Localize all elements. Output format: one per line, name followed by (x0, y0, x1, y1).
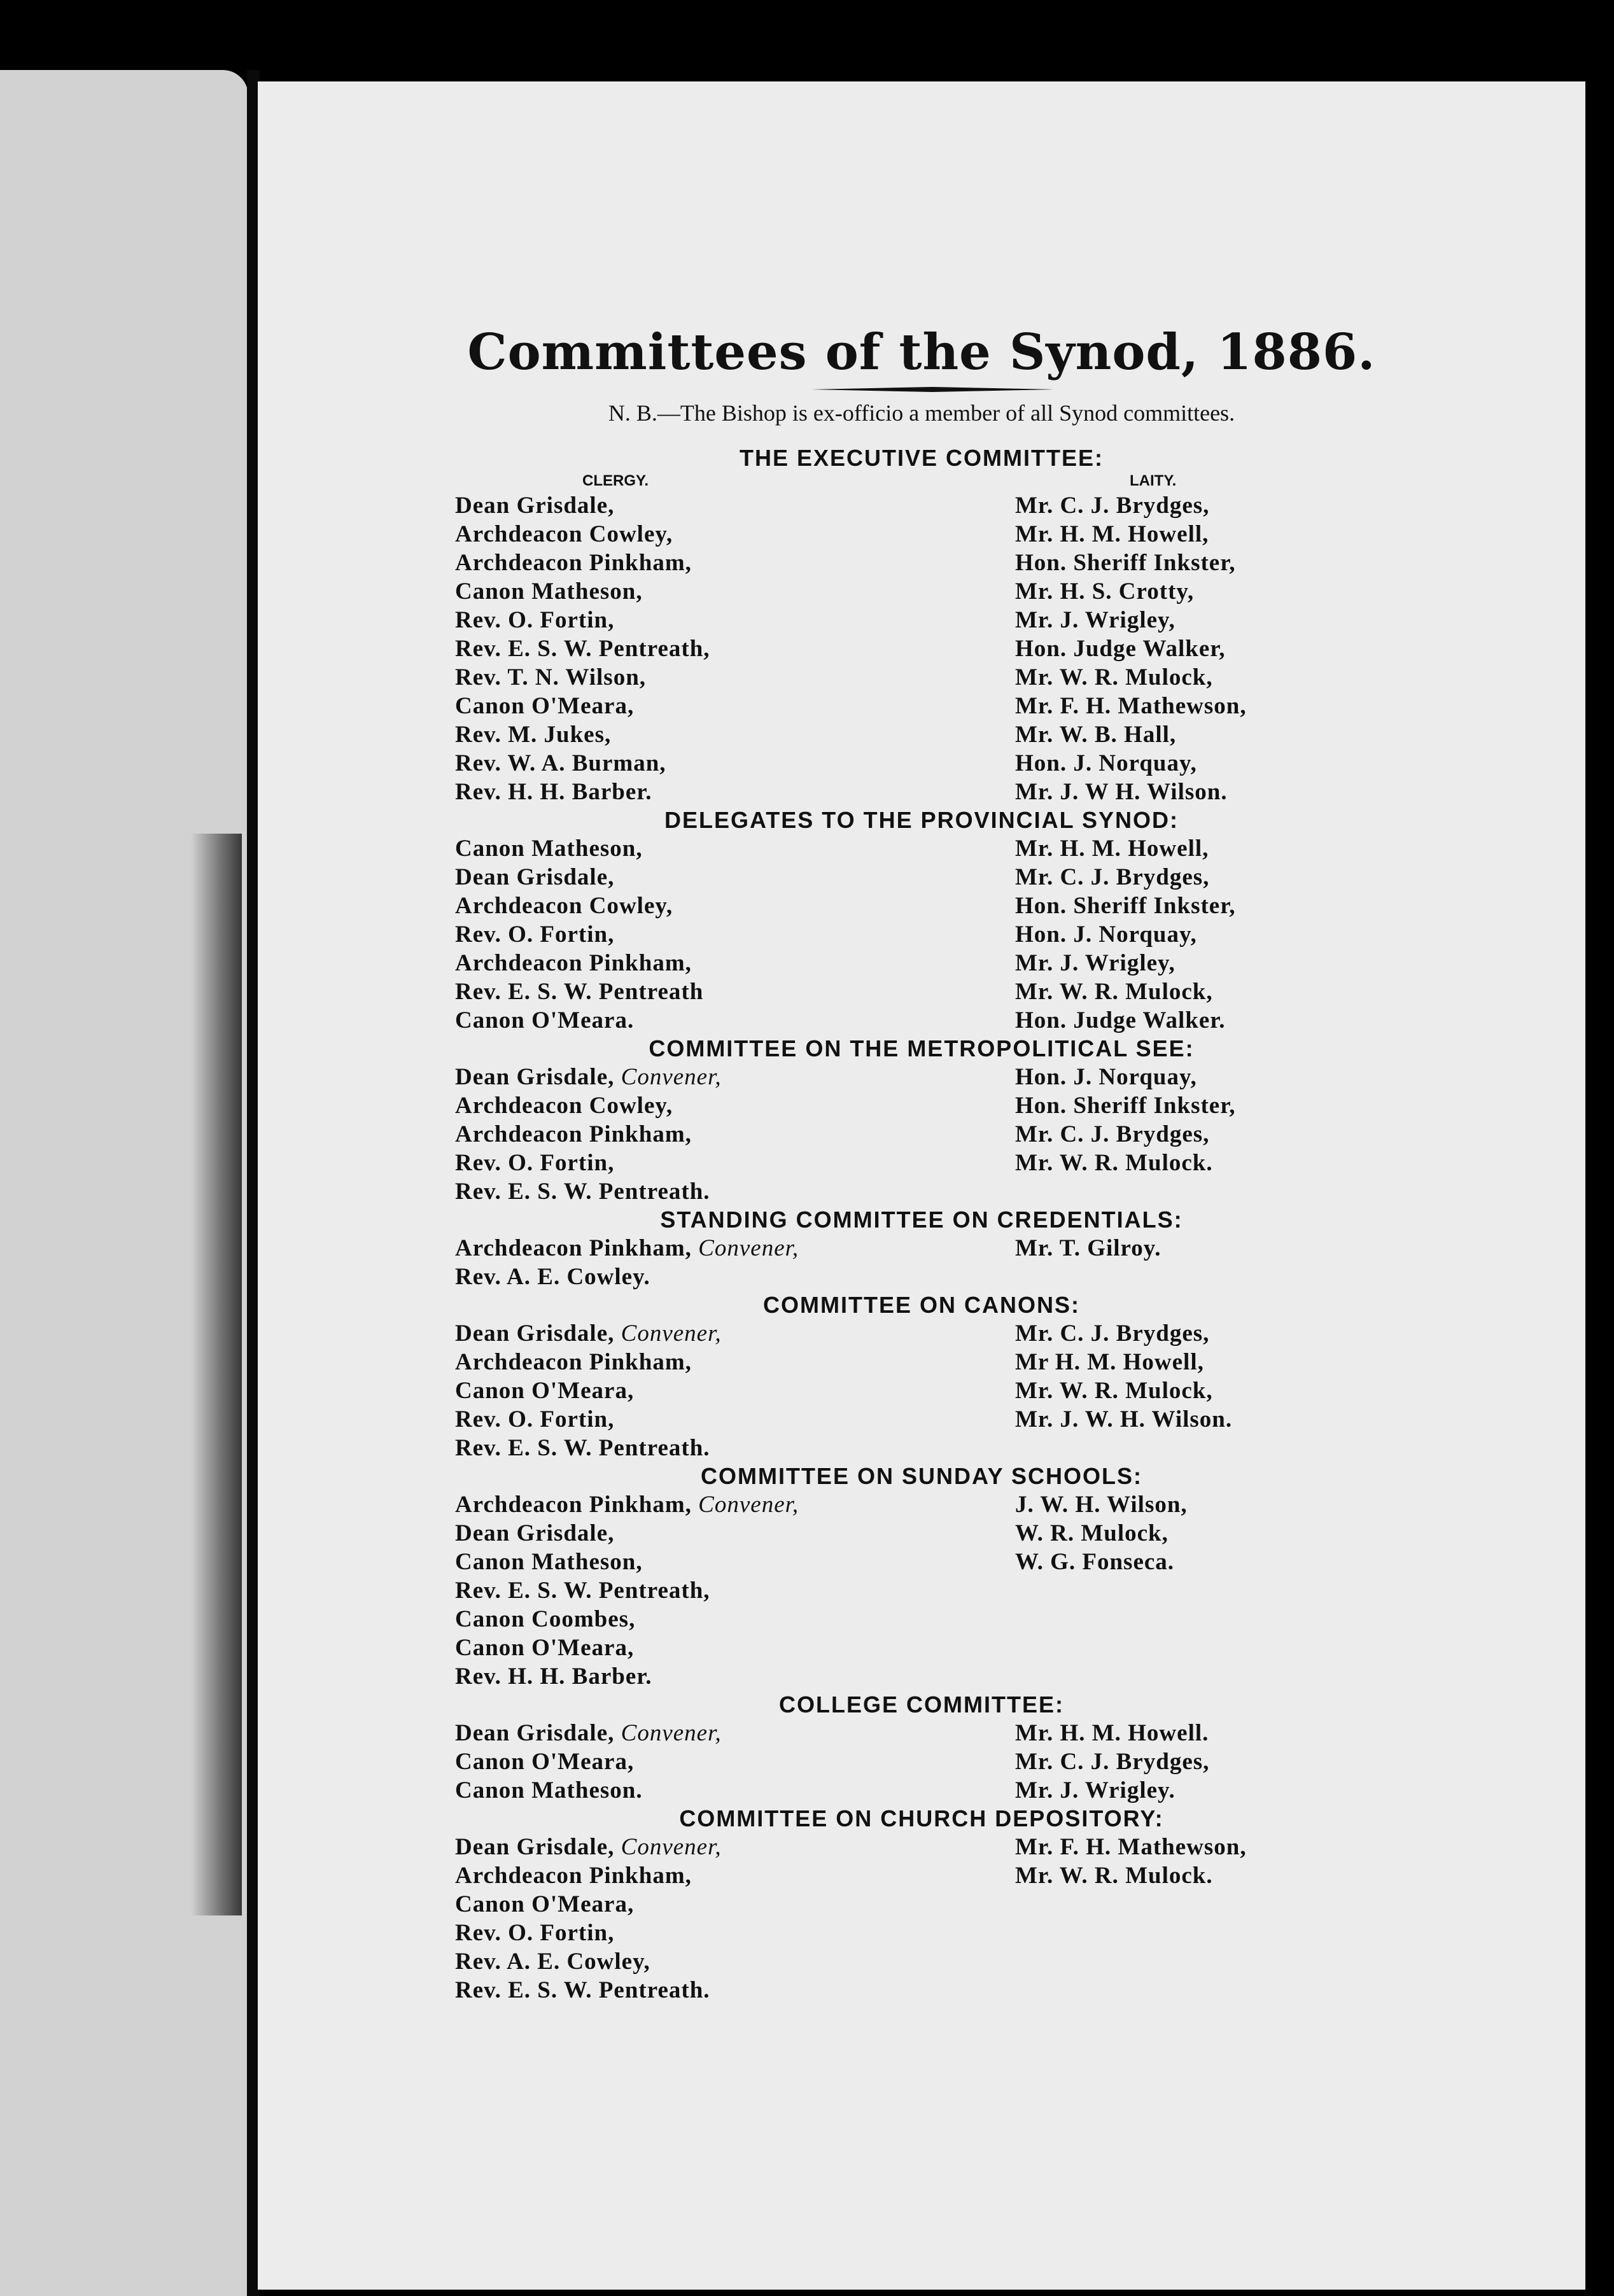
convener-entry (455, 1063, 1015, 1091)
credentials-committee-members (455, 1234, 1569, 1291)
metropolitical-see-members (455, 1063, 1569, 1206)
convener-entry (455, 1490, 1015, 1519)
convener-entry (455, 1833, 1015, 1861)
convener-label: Convener, (698, 1235, 799, 1261)
member-name: Dean Grisdale, (455, 1520, 615, 1546)
member-name: Mr. C. J. Brydges, (1015, 1749, 1210, 1775)
member-name: Rev. E. S. W. Pentreath (455, 979, 704, 1005)
member-name: Canon O'Meara, (455, 1891, 635, 1917)
convener-label: Convener, (621, 1834, 722, 1860)
column-labels (455, 472, 1569, 491)
member-name: Dean Grisdale, (455, 493, 615, 519)
clergy-label: CLERGY. (582, 472, 649, 489)
member-name: Mr. J. Wrigley, (1015, 950, 1175, 976)
canons-clergy-list (455, 1319, 1015, 1462)
metropolitical-see-heading: COMMITTEE ON THE METROPOLITICAL SEE: (649, 1035, 1195, 1061)
member-name: Archdeacon Pinkham, (455, 550, 692, 576)
member-name: Archdeacon Cowley, (455, 1093, 673, 1119)
member-name: Canon O'Meara, (455, 1635, 635, 1661)
metropolitical-clergy-list (455, 1063, 1015, 1206)
member-name: Hon. Sheriff Inkster, (1015, 1093, 1236, 1119)
executive-committee-members (455, 491, 1569, 806)
member-name: Archdeacon Pinkham, (455, 1235, 692, 1261)
member-name: Hon. Sheriff Inkster, (1015, 893, 1236, 919)
laity-label: LAITY. (1130, 472, 1177, 489)
member-name: Hon. J. Norquay, (1015, 750, 1197, 776)
member-name: Rev. E. S. W. Pentreath. (455, 1435, 710, 1461)
canons-laity-list (1015, 1319, 1569, 1462)
church-depository-heading: COMMITTEE ON CHURCH DEPOSITORY: (679, 1805, 1164, 1831)
credentials-committee-heading: STANDING COMMITTEE ON CREDENTIALS: (660, 1207, 1183, 1233)
member-name: Mr. W. R. Mulock. (1015, 1863, 1213, 1889)
member-name: Hon. J. Norquay, (1015, 921, 1197, 948)
convener-label: Convener, (621, 1720, 722, 1746)
member-name: Mr. T. Gilroy. (1015, 1235, 1161, 1261)
depository-clergy-list (455, 1833, 1015, 2005)
member-name: Mr. J. Wrigley. (1015, 1777, 1175, 1803)
member-name: Archdeacon Cowley, (455, 521, 673, 547)
executive-clergy-list (455, 491, 1015, 806)
canons-committee-heading: COMMITTEE ON CANONS: (763, 1292, 1080, 1318)
executive-laity-list (1015, 491, 1569, 806)
depository-laity-list (1015, 1833, 1569, 2005)
member-name: Rev. E. S. W. Pentreath, (455, 1578, 710, 1604)
convener-entry (455, 1234, 1015, 1263)
member-name: Mr. F. H. Mathewson, (1015, 693, 1247, 719)
member-name: Rev. H. H. Barber. (455, 1663, 652, 1690)
member-name: Hon. Judge Walker, (1015, 636, 1226, 662)
member-name: Canon Matheson, (455, 578, 643, 605)
member-name: Mr H. M. Howell, (1015, 1349, 1204, 1375)
college-clergy-list (455, 1719, 1015, 1805)
member-name: Rev. O. Fortin, (455, 607, 615, 633)
member-name: Canon Matheson. (455, 1777, 643, 1803)
member-name: Mr. F. H. Mathewson, (1015, 1834, 1247, 1860)
member-name: Mr. W. B. Hall, (1015, 722, 1177, 748)
church-depository-members (455, 1833, 1569, 2005)
member-name: Archdeacon Pinkham, (455, 950, 692, 976)
member-name: Archdeacon Pinkham, (455, 1121, 692, 1147)
member-name: J. W. H. Wilson, (1015, 1492, 1188, 1518)
member-name: Hon. J. Norquay, (1015, 1064, 1197, 1090)
provincial-synod-members (455, 834, 1569, 1035)
committees-list (455, 444, 1569, 2005)
sunday-schools-clergy-list (455, 1490, 1015, 1691)
sunday-schools-members (455, 1490, 1569, 1691)
member-name: Archdeacon Cowley, (455, 893, 673, 919)
member-name: Canon O'Meara, (455, 693, 635, 719)
member-name: Canon O'Meara, (455, 1749, 635, 1775)
member-name: Rev. A. E. Cowley. (455, 1264, 650, 1290)
member-name: Mr. W. R. Mulock. (1015, 1150, 1213, 1176)
metropolitical-laity-list (1015, 1063, 1569, 1206)
member-name: Dean Grisdale, (455, 864, 615, 890)
member-name: W. G. Fonseca. (1015, 1549, 1175, 1575)
member-name: Mr. J. Wrigley, (1015, 607, 1175, 633)
member-name: Mr. W. R. Mulock, (1015, 979, 1213, 1005)
member-name: Canon Matheson, (455, 836, 643, 862)
synod-note: N. B.—The Bishop is ex-officio a member of all Synod committees. (608, 400, 1235, 426)
member-name: Canon Coombes, (455, 1606, 636, 1632)
member-name: Hon. Judge Walker. (1015, 1007, 1226, 1033)
member-name: Mr. C. J. Brydges, (1015, 1121, 1210, 1147)
member-name: Rev. T. N. Wilson, (455, 664, 647, 690)
member-name: Rev. E. S. W. Pentreath, (455, 636, 710, 662)
member-name: Rev. O. Fortin, (455, 1150, 615, 1176)
member-name: Mr. C. J. Brydges, (1015, 493, 1210, 519)
document-page (258, 81, 1585, 2290)
member-name: Rev. O. Fortin, (455, 921, 615, 948)
college-committee-heading: COLLEGE COMMITTEE: (779, 1691, 1064, 1718)
member-name: Hon. Sheriff Inkster, (1015, 550, 1236, 576)
convener-entry (455, 1319, 1015, 1348)
member-name: Mr. H. S. Crotty, (1015, 578, 1195, 605)
member-name: Mr. H. M. Howell. (1015, 1720, 1209, 1746)
provincial-clergy-list (455, 834, 1015, 1035)
member-name: Dean Grisdale, (455, 1720, 615, 1746)
member-name: Canon O'Meara. (455, 1007, 635, 1033)
sunday-schools-laity-list (1015, 1490, 1569, 1691)
canons-committee-members (455, 1319, 1569, 1462)
member-name: Mr. H. M. Howell, (1015, 836, 1209, 862)
member-name: Rev. W. A. Burman, (455, 750, 666, 776)
member-name: Dean Grisdale, (455, 1064, 615, 1090)
member-name: Archdeacon Pinkham, (455, 1492, 692, 1518)
member-name: Canon Matheson, (455, 1549, 643, 1575)
convener-label: Convener, (621, 1064, 722, 1090)
page-title: Committees of the Synod, 1886. (467, 323, 1376, 381)
member-name: W. R. Mulock, (1015, 1520, 1168, 1546)
college-laity-list (1015, 1719, 1569, 1805)
member-name: Canon O'Meara, (455, 1378, 635, 1404)
title-ornament-rule (811, 387, 1053, 392)
credentials-clergy-list (455, 1234, 1015, 1291)
college-committee-members (455, 1719, 1569, 1805)
credentials-laity-list (1015, 1234, 1569, 1291)
member-name: Dean Grisdale, (455, 1834, 615, 1860)
member-name: Dean Grisdale, (455, 1320, 615, 1347)
member-name: Rev. H. H. Barber. (455, 779, 652, 805)
member-name: Mr. W. R. Mulock, (1015, 664, 1213, 690)
provincial-laity-list (1015, 834, 1569, 1035)
member-name: Rev. E. S. W. Pentreath. (455, 1977, 710, 2003)
member-name: Rev. O. Fortin, (455, 1406, 615, 1432)
facing-page (0, 70, 248, 2296)
member-name: Archdeacon Pinkham, (455, 1863, 692, 1889)
member-name: Mr. H. M. Howell, (1015, 521, 1209, 547)
member-name: Mr. J. W. H. Wilson. (1015, 1406, 1233, 1432)
executive-committee-heading: THE EXECUTIVE COMMITTEE: (739, 445, 1104, 471)
sunday-schools-heading: COMMITTEE ON SUNDAY SCHOOLS: (700, 1463, 1143, 1489)
member-name: Mr. J. W H. Wilson. (1015, 779, 1228, 805)
provincial-synod-heading: DELEGATES TO THE PROVINCIAL SYNOD: (664, 807, 1179, 833)
convener-label: Convener, (621, 1320, 722, 1347)
member-name: Archdeacon Pinkham, (455, 1349, 692, 1375)
member-name: Mr. C. J. Brydges, (1015, 1320, 1210, 1347)
convener-entry (455, 1719, 1015, 1747)
member-name: Rev. O. Fortin, (455, 1920, 615, 1946)
member-name: Rev. M. Jukes, (455, 722, 612, 748)
convener-label: Convener, (698, 1492, 799, 1518)
member-name: Rev. E. S. W. Pentreath. (455, 1179, 710, 1205)
member-name: Mr. W. R. Mulock, (1015, 1378, 1213, 1404)
member-name: Rev. A. E. Cowley, (455, 1949, 650, 1975)
page-stain (191, 834, 242, 1915)
member-name: Mr. C. J. Brydges, (1015, 864, 1210, 890)
